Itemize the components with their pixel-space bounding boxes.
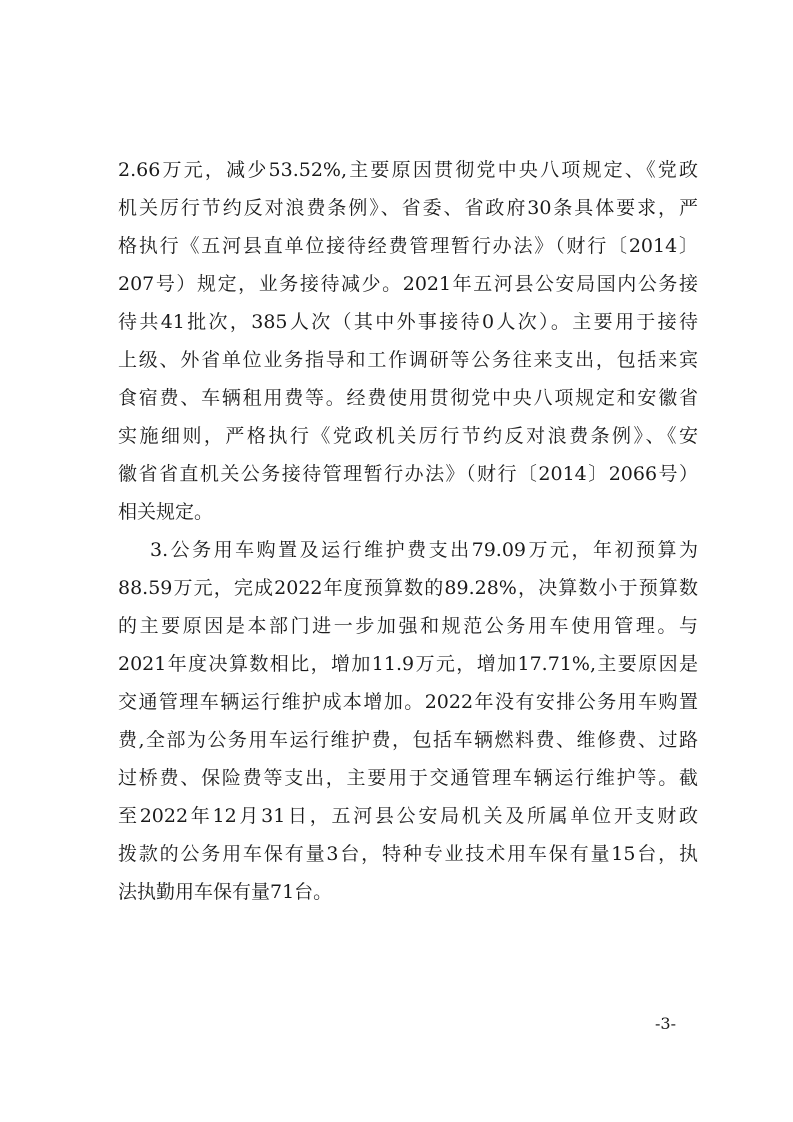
body-line-11: 3.公务用车购置及运行维护费支出79.09万元，年初预算为 xyxy=(150,539,698,561)
body-line-12: 88.59万元，完成2022年度预算数的89.28%，决算数小于预算数 xyxy=(118,577,698,599)
body-line-4: 207号）规定，业务接待减少。2021年五河县公安局国内公务接 xyxy=(118,273,698,295)
body-line-7: 食宿费、车辆租用费等。经费使用贯彻党中央八项规定和安徽省 xyxy=(118,387,698,409)
body-line-17: 过桥费、保险费等支出，主要用于交通管理车辆运行维护等。截 xyxy=(118,767,698,789)
body-line-14: 2021年度决算数相比，增加11.9万元，增加17.71%,主要原因是 xyxy=(118,653,698,675)
body-line-8: 实施细则，严格执行《党政机关厉行节约反对浪费条例》、《安 xyxy=(118,425,698,447)
body-line-10: 相关规定。 xyxy=(118,501,214,523)
body-line-9: 徽省省直机关公务接待管理暂行办法》（财行〔2014〕2066号） xyxy=(118,463,698,485)
body-line-15: 交通管理车辆运行维护成本增加。2022年没有安排公务用车购置 xyxy=(118,691,698,713)
body-line-16: 费,全部为公务用车运行维护费，包括车辆燃料费、维修费、过路 xyxy=(118,729,698,751)
body-line-5: 待共41批次，385人次（其中外事接待0人次）。主要用于接待 xyxy=(118,311,698,333)
body-line-19: 拨款的公务用车保有量3台，特种专业技术用车保有量15台，执 xyxy=(118,843,698,865)
body-line-20: 法执勤用车保有量71台。 xyxy=(118,881,333,903)
body-line-6: 上级、外省单位业务指导和工作调研等公务往来支出，包括来宾 xyxy=(118,349,698,371)
page-number: -3- xyxy=(655,1014,676,1033)
body-line-13: 的主要原因是本部门进一步加强和规范公务用车使用管理。与 xyxy=(118,615,698,637)
body-line-3: 格执行《五河县直单位接待经费管理暂行办法》（财行〔2014〕 xyxy=(118,235,698,257)
body-line-1: 2.66万元，减少53.52%,主要原因贯彻党中央八项规定、《党政 xyxy=(118,159,698,181)
body-line-18: 至2022年12月31日，五河县公安局机关及所属单位开支财政 xyxy=(118,805,698,827)
body-line-2: 机关厉行节约反对浪费条例》、省委、省政府30条具体要求，严 xyxy=(118,197,698,219)
